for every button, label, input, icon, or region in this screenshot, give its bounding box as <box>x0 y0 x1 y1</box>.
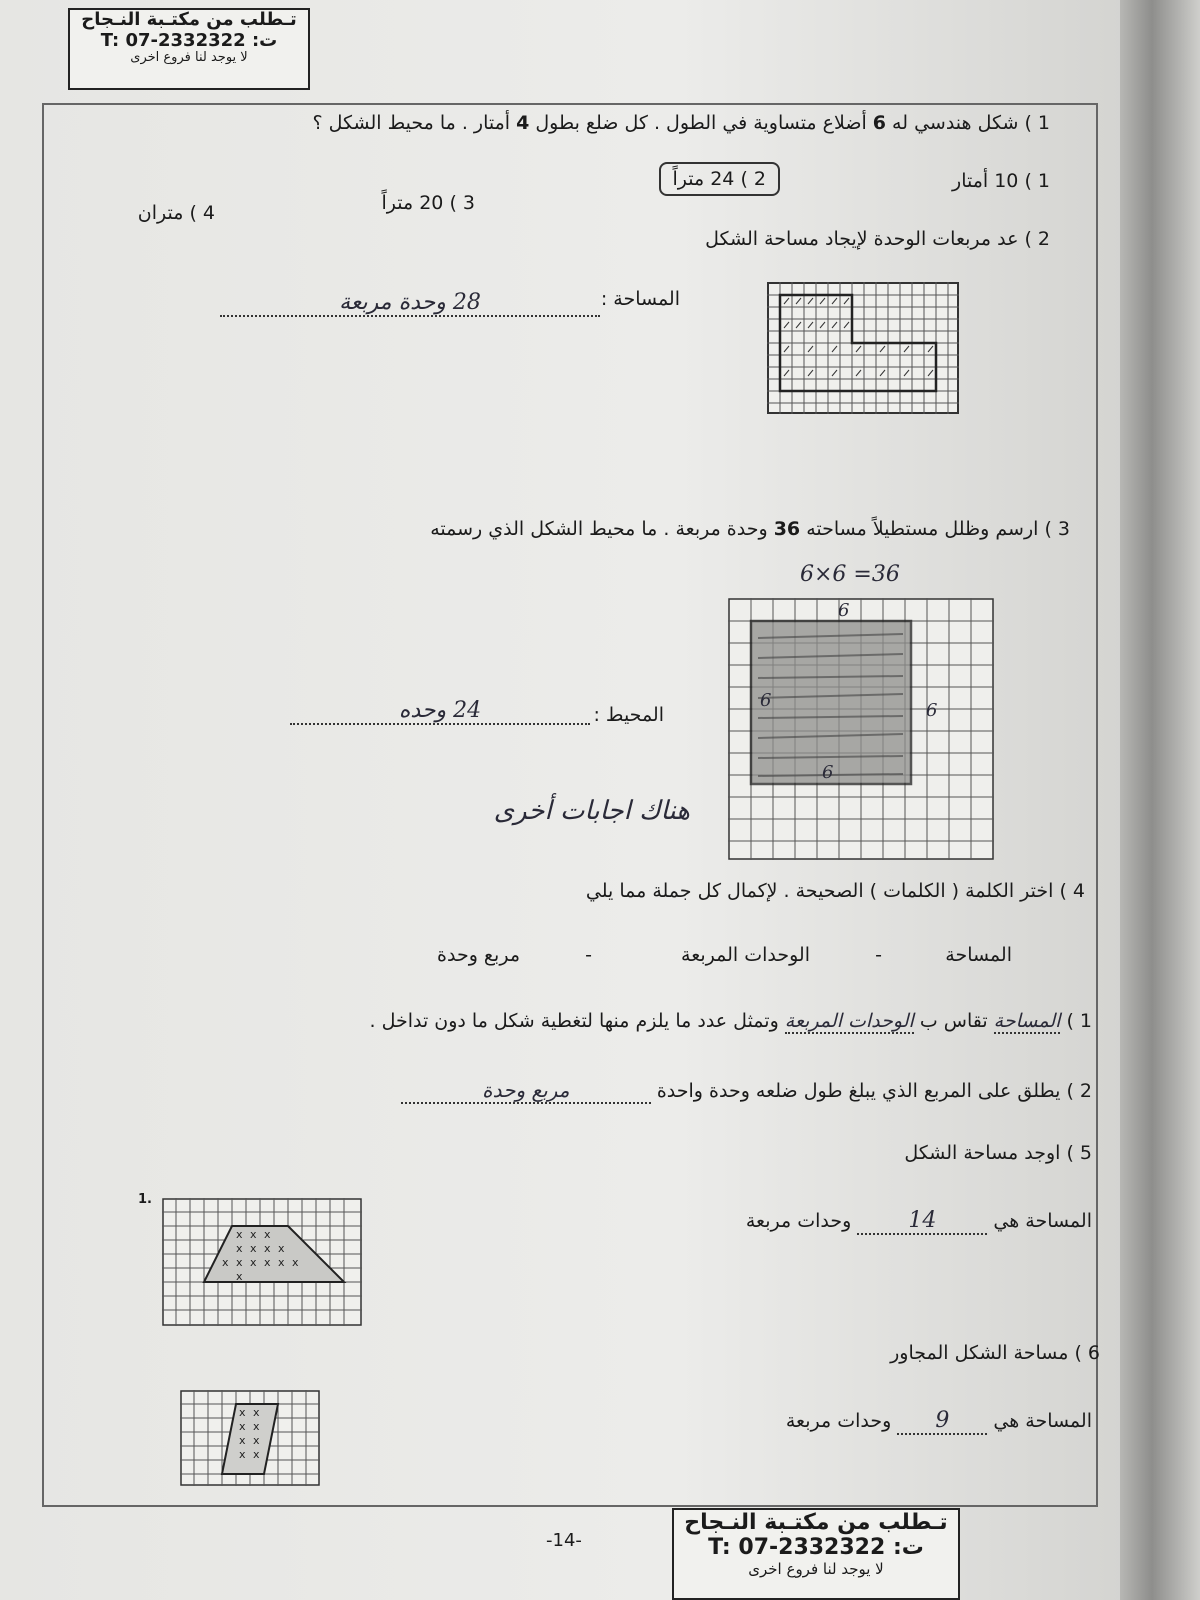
q1-text <box>313 112 1051 134</box>
q3-equation: 6×6 =36 <box>800 562 900 587</box>
q6-text: 6 ) مساحة الشكل المجاور <box>890 1342 1100 1364</box>
q3-n36: 36 <box>773 518 801 540</box>
q4-s1-answer-2: الوحدات المربعة <box>784 1010 914 1032</box>
svg-text:x: x <box>250 1228 257 1241</box>
svg-text:x: x <box>292 1256 299 1269</box>
q5-grid-figure <box>162 1198 362 1326</box>
q4-s2-text: 2 ) يطلق على المربع الذي يبلغ طول ضلعه وحدة واحدة <box>650 1080 1092 1102</box>
svg-text:x: x <box>278 1256 285 1269</box>
q3-text <box>430 518 1070 540</box>
library-stamp-bottom <box>672 1508 960 1600</box>
stamp-bottom-phone: T: 07-2332322 :ت <box>708 1535 924 1561</box>
stamp-bottom-line3: لا يوجد لنا فروع اخرى <box>748 1559 884 1578</box>
q1-number: 1 ) <box>1024 112 1050 134</box>
q4-text: 4 ) اختر الكلمة ( الكلمات ) الصحيحة . لإكمال كل جملة مما يلي <box>585 880 1085 902</box>
q3-note: هناك اجابات أخرى <box>493 796 690 826</box>
q2-area-answer: 28 وحدة مربعة <box>220 290 600 317</box>
q3-text-a: 3 ) ارسم وظلل مستطيلاً مساحته <box>800 518 1070 540</box>
svg-text:x: x <box>236 1256 243 1269</box>
svg-text:x: x <box>222 1256 229 1269</box>
svg-text:x: x <box>236 1228 243 1241</box>
q4-word-1: المساحة <box>945 944 1012 966</box>
q1-option-2-selected: 2 ) 24 متراً <box>659 162 781 196</box>
svg-text:x: x <box>253 1448 260 1461</box>
stamp-bottom-line1: تـطلب من مكتـبة النـجاح <box>684 1510 948 1535</box>
q5-area-line <box>746 1208 1092 1235</box>
svg-text:x: x <box>250 1256 257 1269</box>
q4-word-3: مربع وحدة <box>437 944 520 966</box>
q4-dash-1: - <box>875 944 882 966</box>
q6-pre: المساحة هي <box>987 1410 1092 1432</box>
q6-post: وحدات مربعة <box>785 1410 898 1432</box>
q5-pre: المساحة هي <box>987 1210 1092 1232</box>
q1-option-1: 1 ) 10 أمتار <box>952 170 1050 192</box>
q4-sentence-1 <box>370 1010 1093 1034</box>
q5-figure-label: 1. <box>138 1192 152 1207</box>
q1-option-4: 4 ) متران <box>137 202 215 224</box>
q4-s1-pre: 1 ) <box>1060 1010 1092 1032</box>
svg-text:x: x <box>239 1406 246 1419</box>
q5-post: وحدات مربعة <box>745 1210 858 1232</box>
stamp-line1: تـطلب من مكتـبة النـجاح <box>81 9 297 30</box>
svg-text:x: x <box>239 1420 246 1433</box>
svg-text:x: x <box>264 1256 271 1269</box>
svg-text:x: x <box>253 1420 260 1433</box>
svg-text:x: x <box>253 1434 260 1447</box>
q3-grid-figure <box>728 598 994 860</box>
svg-text:x: x <box>253 1406 260 1419</box>
q2-area-label: المساحة : <box>600 288 680 310</box>
q4-sentence-2 <box>401 1078 1092 1104</box>
q3-side-bottom: 6 <box>822 762 834 783</box>
library-stamp-top <box>68 8 310 90</box>
q3-side-right: 6 <box>926 700 938 721</box>
q4-s2-answer: مربع وحدة <box>401 1078 651 1104</box>
page-binding-shadow <box>1120 0 1200 1600</box>
page-number: -14- <box>546 1530 582 1551</box>
svg-text:x: x <box>264 1228 271 1241</box>
q1-n6: 6 <box>872 112 887 134</box>
q4-s1-mid: تقاس ب <box>913 1010 994 1032</box>
q4-dash-2: - <box>585 944 592 966</box>
q5-text: 5 ) اوجد مساحة الشكل <box>904 1142 1092 1164</box>
svg-text:x: x <box>239 1448 246 1461</box>
q6-area-line <box>786 1408 1092 1435</box>
svg-text:x: x <box>236 1270 243 1283</box>
stamp-line3: لا يوجد لنا فروع اخرى <box>130 50 248 66</box>
q4-s1-post: وتمثل عدد ما يلزم منها لتغطية شكل ما دون تداخل . <box>369 1010 785 1032</box>
svg-text:x: x <box>264 1242 271 1255</box>
q3-perimeter-label: المحيط : <box>593 704 664 726</box>
q2-text: 2 ) عد مربعات الوحدة لإيجاد مساحة الشكل <box>705 228 1050 250</box>
q4-s1-answer-1: المساحة <box>993 1010 1061 1032</box>
q6-grid-figure <box>180 1390 320 1486</box>
q3-perimeter-answer: 24 وحده <box>290 698 590 725</box>
svg-text:x: x <box>250 1242 257 1255</box>
q5-answer: 14 <box>857 1208 987 1235</box>
q2-grid-figure <box>767 282 959 414</box>
q1-text-b: أضلاع متساوية في الطول . كل ضلع بطول <box>529 112 873 134</box>
q1-option-3: 3 ) 20 متراً <box>381 192 475 214</box>
q1-text-a: شكل هندسي له <box>886 112 1019 134</box>
q3-text-b: وحدة مربعة . ما محيط الشكل الذي رسمته <box>430 518 774 540</box>
q1-text-c: أمتار . ما محيط الشكل ؟ <box>312 112 517 134</box>
stamp-phone: T: 07-2332322 :ت <box>100 29 278 51</box>
q3-side-top: 6 <box>838 600 850 621</box>
svg-text:x: x <box>278 1242 285 1255</box>
q6-answer: 9 <box>897 1408 987 1435</box>
q3-side-left: 6 <box>760 690 772 711</box>
svg-text:x: x <box>239 1434 246 1447</box>
q1-n4: 4 <box>516 112 530 134</box>
q4-word-2: الوحدات المربعة <box>681 944 810 966</box>
svg-text:x: x <box>236 1242 243 1255</box>
